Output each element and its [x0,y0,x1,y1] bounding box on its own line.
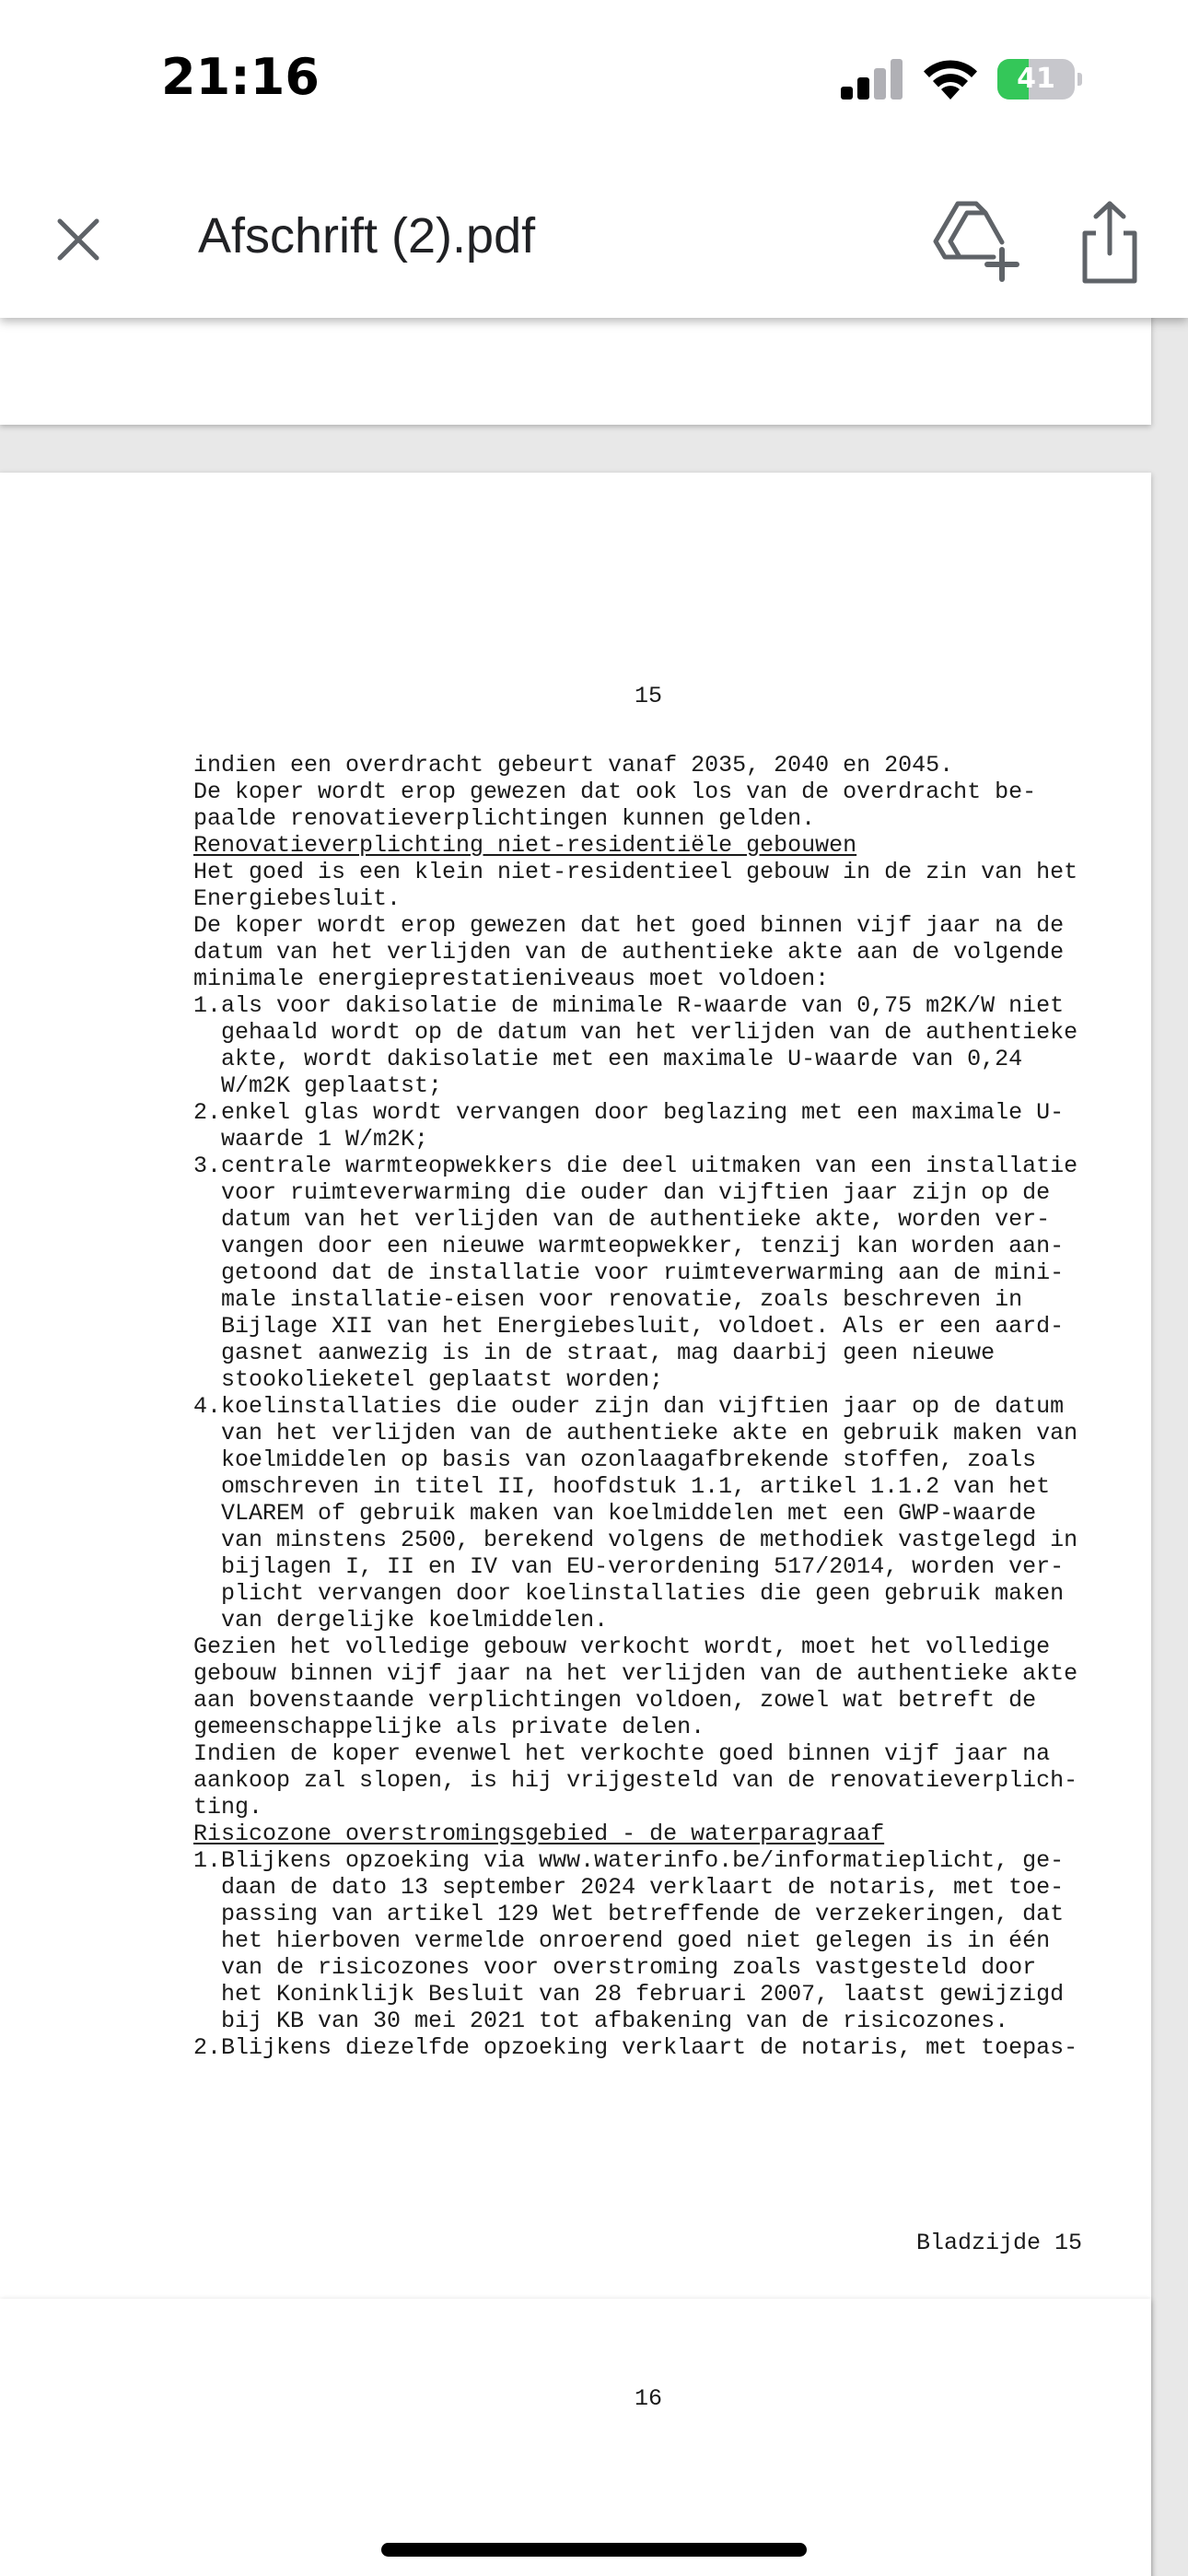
text-line: gebouw binnen vijf jaar na het verlijden van de authentieke akte [193,1660,1078,1687]
text-line: getoond dat de installatie voor ruimteverwarming aan de mini- [193,1259,1065,1286]
text-line: indien een overdracht gebeurt vanaf 2035, 2040 en 2045. [193,752,954,779]
text-line: omschreven in titel II, hoofdstuk 1.1, artikel 1.1.2 van het [193,1473,1051,1500]
pdf-viewer[interactable] [0,318,1188,2576]
add-to-drive-button[interactable] [930,196,1022,288]
text-line: stookolieketel geplaatst worden; [193,1366,664,1393]
text-line: 1.Blijkens opzoeking via www.waterinfo.be/informatieplicht, ge- [193,1847,1065,1874]
text-line: Bijlage XII van het Energiebesluit, voldoet. Als er een aard- [193,1313,1065,1340]
text-line: Indien de koper evenwel het verkochte goed binnen vijf jaar na [193,1740,1051,1767]
text-line: gemeenschappelijke als private delen. [193,1714,705,1740]
share-button[interactable] [1068,196,1151,288]
text-line: waarde 1 W/m2K; [193,1126,429,1153]
text-line: vangen door een nieuwe warmteopwekker, tenzij kan worden aan- [193,1233,1065,1259]
text-line: 2.enkel glas wordt vervangen door beglazing met een maximale U- [193,1099,1065,1126]
text-line: gehaald wordt op de datum van het verlijden van de authentieke [193,1019,1078,1046]
text-line: aan bovenstaande verplichtingen voldoen, zowel wat betreft de [193,1687,1037,1714]
battery-body [997,59,1075,100]
page-number: 15 [634,683,662,709]
text-line: W/m2K geplaatst; [193,1072,443,1099]
close-button[interactable] [37,198,120,281]
section-heading: Risicozone overstromingsgebied - de waterparagraaf [193,1821,885,1847]
document-title: Afschrift (2).pdf [198,208,536,263]
home-indicator[interactable] [381,2543,807,2557]
text-line: van minstens 2500, berekend volgens de methodiek vastgelegd in [193,1527,1078,1553]
section-heading: Renovatieverplichting niet-residentiële gebouwen [193,832,857,859]
battery-icon [997,59,1082,100]
text-line: het Koninklijk Besluit van 28 februari 2007, laatst gewijzigd [193,1981,1065,2008]
text-line: bijlagen I, II en IV van EU-verordening 517/2014, worden ver- [193,1553,1065,1580]
battery-cap [1077,73,1082,86]
pdf-page-current [0,473,1151,2576]
text-line: male installatie-eisen voor renovatie, zoals beschreven in [193,1286,1023,1313]
page-body [193,752,1105,2061]
text-line: datum van het verlijden van de authentieke akte, worden ver- [193,1206,1051,1233]
text-line: bij KB van 30 mei 2021 tot afbakening van de risicozones. [193,2008,1009,2034]
text-line: aankoop zal slopen, is hij vrijgesteld van de renovatieverplich- [193,1767,1078,1794]
status-bar [0,0,1188,161]
text-line: Energiebesluit. [193,885,402,912]
text-line: 1.als voor dakisolatie de minimale R-waarde van 0,75 m2K/W niet [193,992,1065,1019]
share-icon [1068,196,1151,288]
text-line: koelmiddelen op basis van ozonlaagafbrekende stoffen, zoals [193,1446,1037,1473]
text-line: VLAREM of gebruik maken van koelmiddelen met een GWP-waarde [193,1500,1037,1527]
text-line: datum van het verlijden van de authentieke akte aan de volgende [193,939,1065,966]
text-line: passing van artikel 129 Wet betreffende de verzekeringen, dat [193,1901,1065,1927]
text-line: Gezien het volledige gebouw verkocht wordt, moet het volledige [193,1633,1051,1660]
text-line: Het goed is een klein niet-residentieel gebouw in de zin van het [193,859,1078,885]
text-line: daan de dato 13 september 2024 verklaart de notaris, met toe- [193,1874,1065,1901]
text-line: van de risicozones voor overstroming zoals vastgesteld door [193,1954,1037,1981]
pdf-page-next [0,2299,1151,2576]
text-line: van dergelijke koelmiddelen. [193,1607,609,1633]
status-time: 21:16 [161,48,320,106]
text-line: 2.Blijkens diezelfde opzoeking verklaart de notaris, met toepas- [193,2034,1078,2061]
text-line: De koper wordt erop gewezen dat het goed binnen vijf jaar na de [193,912,1065,939]
text-line: minimale energieprestatieniveaus moet voldoen: [193,966,830,992]
text-line: paalde renovatieverplichtingen kunnen gelden. [193,805,816,832]
text-line: 3.centrale warmteopwekkers die deel uitmaken van een installatie [193,1153,1078,1179]
close-icon [37,198,120,281]
signal-icon [841,59,903,100]
battery-level: 41 [1017,63,1055,95]
text-line: akte, wordt dakisolatie met een maximale U-waarde van 0,24 [193,1046,1023,1072]
page-footer: Bladzijde 15 [915,2230,1082,2256]
text-line: gasnet aanwezig is in de straat, mag daarbij geen nieuwe [193,1340,996,1366]
text-line: 4.koelinstallaties die ouder zijn dan vijftien jaar op de datum [193,1393,1065,1420]
text-line: ting. [193,1794,263,1821]
wifi-icon [921,57,980,101]
drive-add-icon [930,196,1022,288]
app-toolbar [0,161,1188,318]
text-line: het hierboven vermelde onroerend goed niet gelegen is in één [193,1927,1051,1954]
text-line: voor ruimteverwarming die ouder dan vijftien jaar zijn op de [193,1179,1051,1206]
text-line: De koper wordt erop gewezen dat ook los van de overdracht be- [193,779,1037,805]
next-page-number: 16 [634,2385,662,2412]
text-line: plicht vervangen door koelinstallaties die geen gebruik maken [193,1580,1065,1607]
pdf-page-previous [0,318,1151,425]
text-line: van het verlijden van de authentieke akte en gebruik maken van [193,1420,1078,1446]
